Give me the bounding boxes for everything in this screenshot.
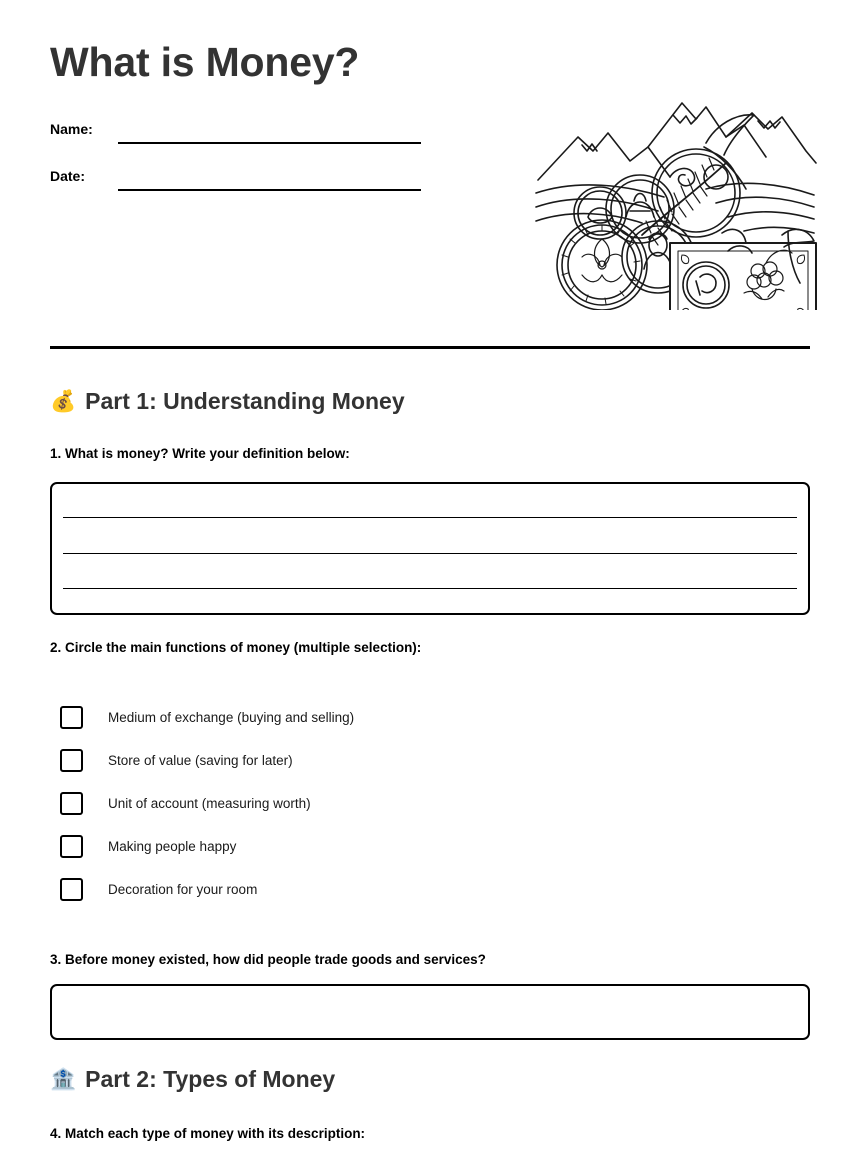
section-part-2 (50, 1066, 810, 1093)
date-field-label: Date: (50, 168, 86, 184)
money-bag-icon: 💰 (50, 389, 77, 413)
student-fields (50, 110, 430, 204)
option-label: Unit of account (measuring worth) (108, 796, 311, 811)
option-row[interactable] (50, 825, 810, 868)
money-illustration (530, 85, 820, 310)
section-title-part-1: Part 1: Understanding Money (85, 388, 405, 414)
question-3-answer-box[interactable] (50, 984, 810, 1040)
checkbox-icon[interactable] (60, 749, 83, 772)
question-3 (50, 952, 810, 967)
question-2-prompt: 2. Circle the main functions of money (multiple selection): (50, 640, 422, 655)
name-field-label: Name: (50, 121, 93, 137)
option-label: Making people happy (108, 839, 237, 854)
write-line (63, 553, 797, 554)
checkbox-icon[interactable] (60, 878, 83, 901)
checkbox-icon[interactable] (60, 792, 83, 815)
option-row[interactable] (50, 696, 810, 739)
bank-icon: 🏦 (50, 1067, 77, 1091)
option-label: Decoration for your room (108, 882, 258, 897)
worksheet-header (50, 0, 810, 290)
header-divider (50, 346, 810, 349)
page-title: What is Money? (50, 39, 360, 85)
question-1-answer-box[interactable] (50, 482, 810, 615)
question-1-prompt: 1. What is money? Write your definition below: (50, 446, 350, 461)
question-1 (50, 446, 810, 461)
section-part-1 (50, 388, 810, 415)
option-row[interactable] (50, 739, 810, 782)
option-row[interactable] (50, 782, 810, 825)
option-label: Medium of exchange (buying and selling) (108, 710, 355, 725)
option-label: Store of value (saving for later) (108, 753, 293, 768)
question-4-prompt: 4. Match each type of money with its description: (50, 1126, 366, 1141)
name-field-input[interactable] (118, 142, 421, 144)
section-heading-part-1 (50, 388, 810, 415)
question-2-option-list (50, 696, 810, 911)
option-row[interactable] (50, 868, 810, 911)
question-2 (50, 640, 810, 655)
write-line (63, 517, 797, 518)
date-field-row (50, 157, 430, 204)
section-title-part-2: Part 2: Types of Money (85, 1066, 336, 1092)
write-line (63, 588, 797, 589)
question-3-prompt: 3. Before money existed, how did people trade goods and services? (50, 952, 486, 967)
section-heading-part-2 (50, 1066, 810, 1093)
name-field-row (50, 110, 430, 157)
checkbox-icon[interactable] (60, 835, 83, 858)
question-4 (50, 1126, 810, 1141)
checkbox-icon[interactable] (60, 706, 83, 729)
date-field-input[interactable] (118, 189, 421, 191)
